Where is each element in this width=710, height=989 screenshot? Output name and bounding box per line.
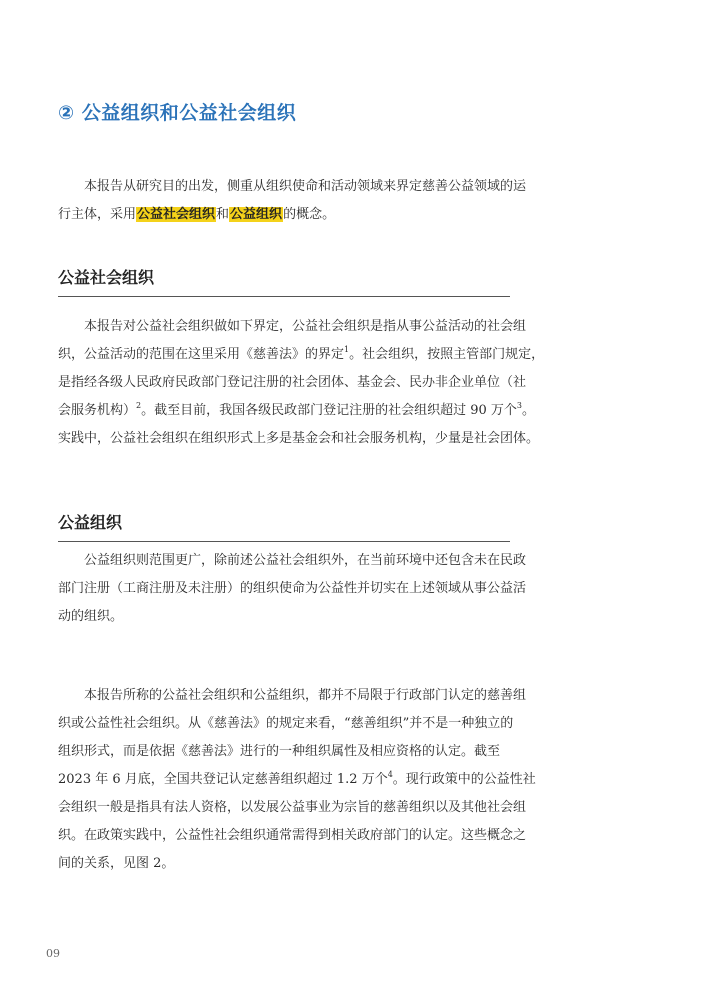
highlight-term: 公益社会组织 [137, 207, 216, 222]
paragraph-line: 织或公益性社会组织。从《慈善法》的规定来看，“慈善组织”并不是一种独立的 [58, 716, 514, 731]
page-number: 09 [46, 947, 60, 960]
paragraph-line: 实践中，公益社会组织在组织形式上多是基金会和社会服务机构，少量是社会团体。 [58, 431, 540, 446]
intro-text: 的概念。 [283, 207, 336, 222]
paragraph-text: 2023 年 6 月底，全国共登记认定慈善组织超过 1.2 万个 [58, 772, 388, 787]
footnote-ref: 4 [387, 770, 393, 779]
paragraph-line: 动的组织。 [58, 609, 124, 624]
paragraph-line: 本报告所称的公益社会组织和公益组织，都并不局限于行政部门认定的慈善组 [84, 688, 527, 703]
footnote-ref: 1 [344, 345, 350, 354]
paragraph-text: 。 [522, 403, 536, 418]
paragraph-line: 公益组织则范围更广，除前述公益社会组织外，在当前环境中还包含未在民政 [84, 553, 527, 568]
paragraph-text: 。现行政策中的公益性社 [392, 772, 536, 787]
footnote-ref: 2 [136, 401, 142, 410]
paragraph-line: 织。在政策实践中，公益性社会组织通常需得到相关政府部门的认定。这些概念之 [58, 828, 527, 843]
section2-paragraph [58, 547, 527, 631]
intro-line-2 [58, 201, 510, 229]
intro-text: 行主体，采用 [58, 207, 137, 222]
paragraph-line [58, 341, 545, 369]
final-paragraph [58, 682, 536, 878]
paragraph-line: 本报告对公益社会组织做如下界定，公益社会组织是指从事公益活动的社会组 [84, 319, 527, 334]
paragraph-text: 织，公益活动的范围在这里采用《慈善法》的界定 [58, 347, 345, 362]
paragraph-text: 。截至目前，我国各级民政部门登记注册的社会组织超过 90 万个 [141, 403, 517, 418]
highlight-term: 公益组织 [230, 207, 283, 222]
paragraph-text: 。社会组织，按照主管部门规定， [349, 347, 545, 362]
footnote-ref: 3 [516, 401, 523, 410]
paragraph-text: 会服务机构） [58, 403, 137, 418]
paragraph-line [58, 766, 536, 794]
paragraph-line [58, 397, 536, 425]
intro-line-1: 本报告从研究目的出发，侧重从组织使命和活动领域来界定慈善公益领域的运 [84, 179, 527, 194]
subsection-title-public-welfare-org: 公益组织 [58, 510, 510, 542]
paragraph-line: 部门注册（工商注册及未注册）的组织使命为公益性并切实在上述领域从事公益活 [58, 581, 527, 596]
subsection-title-public-welfare-social-org: 公益社会组织 [58, 265, 510, 297]
intro-paragraph [58, 173, 527, 229]
paragraph-line: 会组织一般是指具有法人资格，以发展公益事业为宗旨的慈善组织以及其他社会组 [58, 800, 527, 815]
intro-text: 和 [216, 207, 230, 222]
paragraph-line: 组织形式，而是依据《慈善法》进行的一种组织属性及相应资格的认定。截至 [58, 744, 501, 759]
paragraph-line: 间的关系，见图 2。 [58, 856, 175, 871]
section-heading: ② 公益组织和公益社会组织 [58, 102, 297, 124]
paragraph-line: 是指经各级人民政府民政部门登记注册的社会团体、基金会、民办非企业单位（社 [58, 375, 527, 390]
section1-paragraph [58, 313, 545, 453]
